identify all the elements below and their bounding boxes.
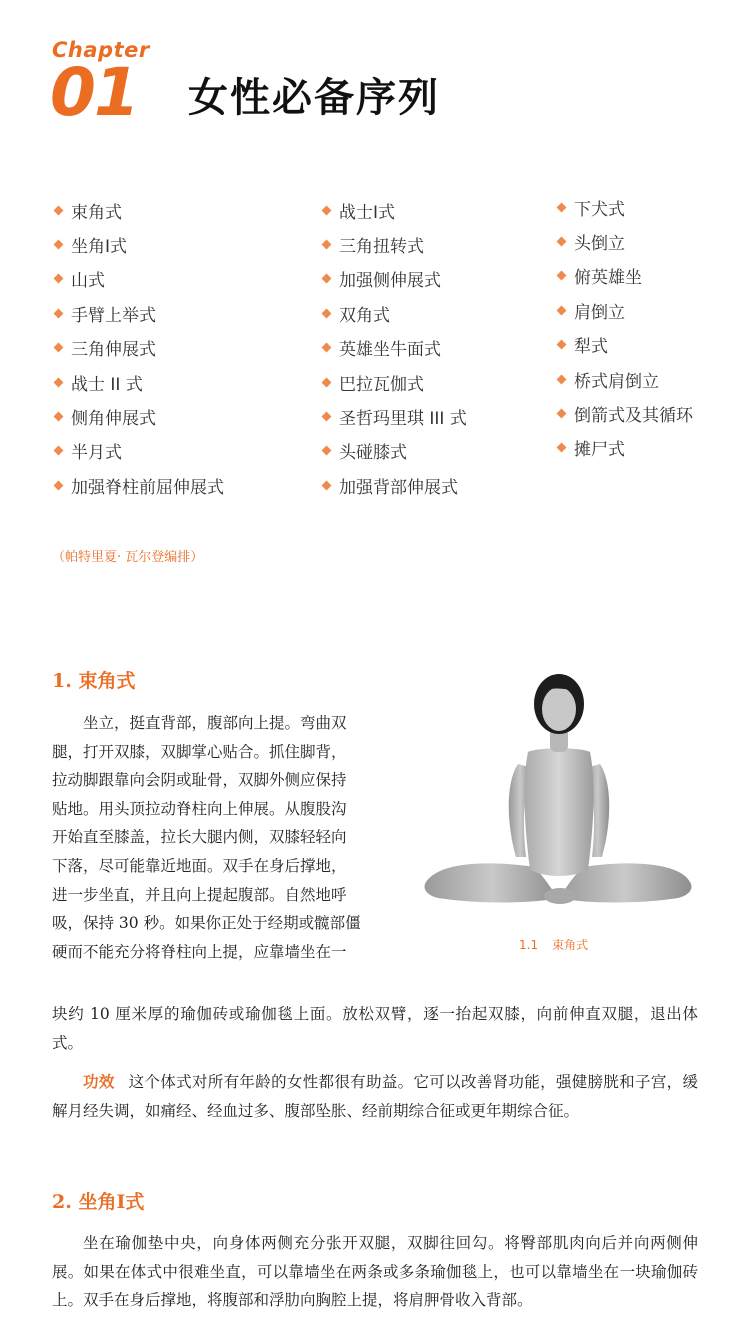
diamond-bullet-icon bbox=[557, 409, 567, 419]
list-item: 三角扭转式 bbox=[320, 227, 467, 261]
list-item: 头碰膝式 bbox=[320, 434, 467, 468]
chapter-label: Chapter bbox=[52, 38, 150, 62]
section-1-paragraph-continuation: 块约 10 厘米厚的瑜伽砖或瑜伽毯上面。放松双臂，逐一抬起双膝，向前伸直双腿，退出体式。 bbox=[52, 1005, 698, 1052]
diamond-bullet-icon bbox=[557, 443, 567, 453]
diamond-bullet-icon bbox=[557, 340, 567, 350]
list-item: 双角式 bbox=[320, 296, 467, 330]
chapter-title: 女性必备序列 bbox=[188, 75, 440, 121]
diamond-bullet-icon bbox=[54, 240, 64, 250]
diamond-bullet-icon bbox=[54, 480, 64, 490]
list-item: 侧角伸展式 bbox=[52, 399, 224, 433]
diamond-bullet-icon bbox=[557, 271, 567, 281]
text-line: 下落，尽可能靠近地面。双手在身后撑地， bbox=[52, 856, 347, 875]
list-item: 犁式 bbox=[555, 328, 693, 362]
benefit-label: 功效 bbox=[83, 1073, 115, 1091]
diamond-bullet-icon bbox=[322, 343, 332, 353]
list-item: 头倒立 bbox=[555, 224, 693, 258]
diamond-bullet-icon bbox=[557, 237, 567, 247]
diamond-bullet-icon bbox=[322, 240, 332, 250]
pose-list-column-2 bbox=[320, 193, 467, 503]
list-item: 坐角Ⅰ式 bbox=[52, 227, 224, 261]
list-item: 圣哲玛里琪 III 式 bbox=[320, 399, 467, 433]
list-item: 加强背部伸展式 bbox=[320, 468, 467, 502]
diamond-bullet-icon bbox=[322, 205, 332, 215]
diamond-bullet-icon bbox=[322, 274, 332, 284]
text-line: 硬而不能充分将脊柱向上提，应靠墙坐在一 bbox=[52, 942, 347, 961]
diamond-bullet-icon bbox=[54, 205, 64, 215]
benefit-text: 这个体式对所有年龄的女性都很有助益。它可以改善肾功能，强健膀胱和子宫，缓解月经失调，如痛经、经血过多、腹部坠胀、经前期综合征或更年期综合征。 bbox=[52, 1073, 698, 1120]
text-line: 腿，打开双膝，双脚掌心贴合。抓住脚背， bbox=[52, 742, 347, 761]
text-line: 坐立，挺直背部，腹部向上提。弯曲双 bbox=[83, 714, 347, 732]
list-item: 束角式 bbox=[52, 193, 224, 227]
list-item: 俯英雄坐 bbox=[555, 259, 693, 293]
diamond-bullet-icon bbox=[54, 274, 64, 284]
section-1-paragraph-wrapped bbox=[52, 709, 390, 966]
diamond-bullet-icon bbox=[54, 377, 64, 387]
pose-list-column-3 bbox=[555, 190, 693, 465]
diamond-bullet-icon bbox=[322, 412, 332, 422]
list-item: 山式 bbox=[52, 262, 224, 296]
diamond-bullet-icon bbox=[54, 446, 64, 456]
diamond-bullet-icon bbox=[322, 446, 332, 456]
figure-caption bbox=[519, 936, 588, 953]
list-item: 肩倒立 bbox=[555, 293, 693, 327]
list-item: 战士 II 式 bbox=[52, 365, 224, 399]
list-item: 手臂上举式 bbox=[52, 296, 224, 330]
list-item: 三角伸展式 bbox=[52, 331, 224, 365]
section-heading: 1. 束角式 bbox=[52, 670, 136, 692]
section-heading: 2. 坐角Ⅰ式 bbox=[52, 1191, 145, 1213]
diamond-bullet-icon bbox=[322, 377, 332, 387]
list-item: 倒箭式及其循环 bbox=[555, 396, 693, 430]
diamond-bullet-icon bbox=[322, 308, 332, 318]
diamond-bullet-icon bbox=[557, 305, 567, 315]
list-item: 加强侧伸展式 bbox=[320, 262, 467, 296]
text-line: 吸，保持 30 秒。如果你正处于经期或髋部僵 bbox=[52, 914, 361, 933]
pose-photo bbox=[418, 652, 698, 922]
text-line: 进一步坐直，并且向上提起腹部。自然地呼 bbox=[52, 885, 347, 904]
text-line: 开始直至膝盖，拉长大腿内侧，双膝轻轻向 bbox=[52, 828, 347, 847]
diamond-bullet-icon bbox=[322, 480, 332, 490]
list-item: 加强脊柱前屈伸展式 bbox=[52, 468, 224, 502]
benefit-paragraph bbox=[52, 1068, 698, 1125]
diamond-bullet-icon bbox=[557, 202, 567, 212]
text-line: 贴地。用头顶拉动脊柱向上伸展。从腹股沟 bbox=[52, 799, 347, 818]
list-item: 半月式 bbox=[52, 434, 224, 468]
list-item: 战士Ⅰ式 bbox=[320, 193, 467, 227]
figure-number: 1.1 bbox=[519, 938, 539, 952]
diamond-bullet-icon bbox=[557, 374, 567, 384]
sequence-credit: （帕特里夏· 瓦尔登编排） bbox=[52, 550, 204, 565]
list-item: 下犬式 bbox=[555, 190, 693, 224]
diamond-bullet-icon bbox=[54, 412, 64, 422]
pose-list-column-1 bbox=[52, 193, 224, 503]
diamond-bullet-icon bbox=[54, 308, 64, 318]
section-2-paragraph: 坐在瑜伽垫中央，向身体两侧充分张开双腿，双脚往回勾。将臀部肌肉向后并向两侧伸展。如果在体式中很难坐直，可以靠墙坐在两条或多条瑜伽毯上，也可以靠墙坐在一块瑜伽砖上。双手在身后撑地，将腹部和浮肋向胸腔上提，将肩胛骨收入背部。 bbox=[52, 1234, 698, 1310]
diamond-bullet-icon bbox=[54, 343, 64, 353]
list-item: 摊尸式 bbox=[555, 431, 693, 465]
figure-title: 束角式 bbox=[552, 938, 589, 952]
text-line: 拉动脚跟靠向会阴或耻骨，双脚外侧应保持 bbox=[52, 771, 347, 790]
list-item: 巴拉瓦伽式 bbox=[320, 365, 467, 399]
list-item: 英雄坐牛面式 bbox=[320, 331, 467, 365]
chapter-number: 01 bbox=[50, 54, 138, 131]
list-item: 桥式肩倒立 bbox=[555, 362, 693, 396]
